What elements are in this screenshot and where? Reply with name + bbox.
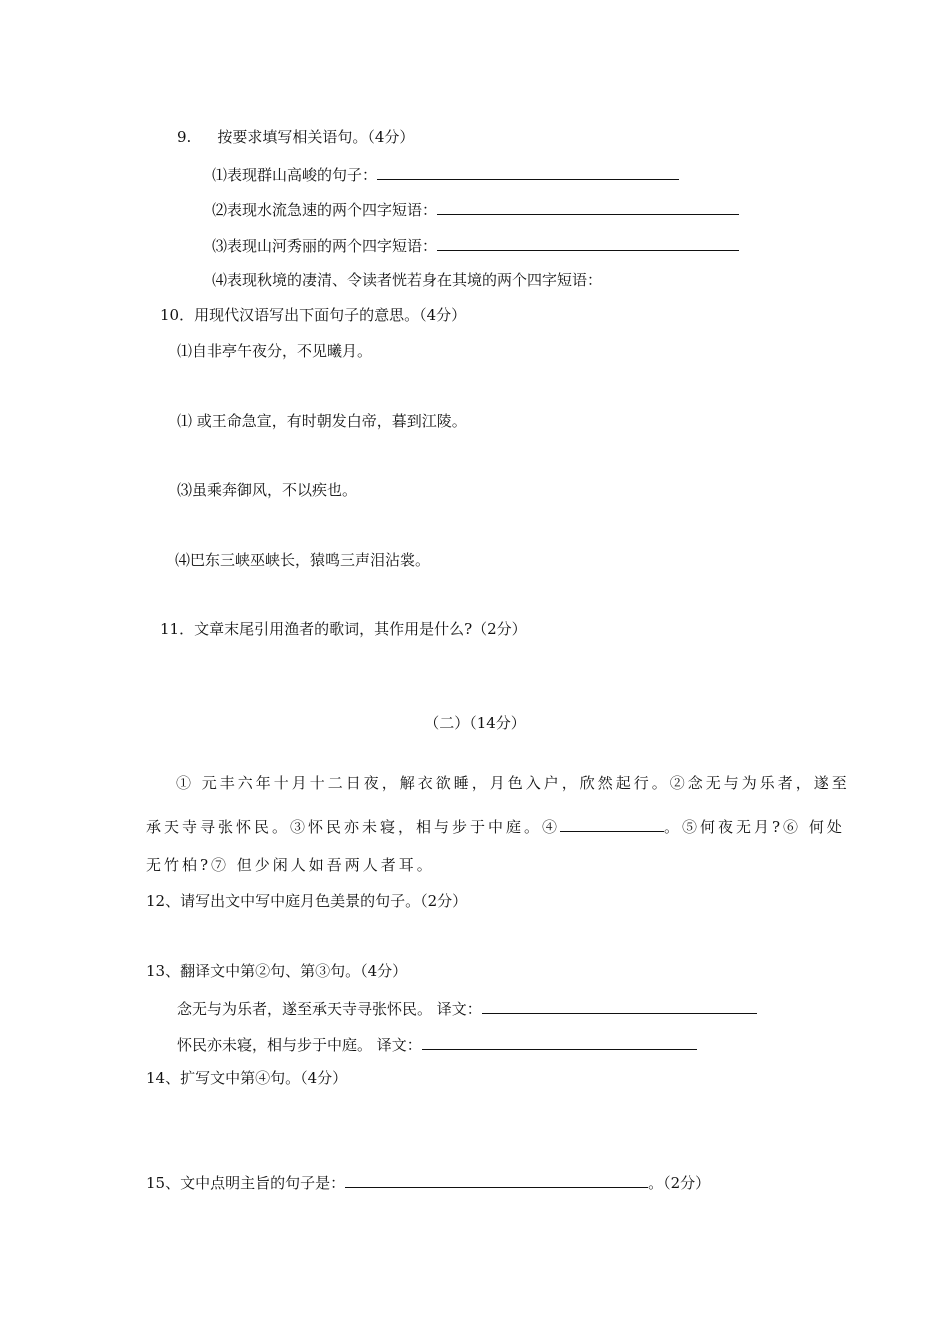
q9-item-4: ⑷表现秋境的凄清、令读者恍若身在其境的两个四字短语：: [212, 271, 603, 289]
q10-item-2: ⑴ 或王命急宣，有时朝发白帝，暮到江陵。: [177, 412, 467, 430]
q15-stem-end: 。（2分）: [648, 1174, 711, 1192]
q9-item-3: [212, 234, 739, 256]
passage-line-2-text: 承天寺寻张怀民。③怀民亦未寝，相与步于中庭。④: [146, 818, 561, 836]
q10-item-3: ⑶虽乘奔御风，不以疾也。: [177, 481, 358, 499]
answer-blank[interactable]: [437, 198, 739, 215]
q9-stem: 按要求填写相关语句。（4分）: [217, 128, 415, 146]
passage-line-1: ① 元丰六年十月十二日夜，解衣欲睡，月色入户，欣然起行。②念无与为乐者，遂至: [176, 774, 850, 792]
q13-item-2-text: 怀民亦未寝，相与步于中庭。 译文：: [177, 1036, 422, 1054]
passage-line-3: 无竹柏?⑦ 但少闲人如吾两人者耳。: [146, 856, 435, 874]
q13-item-1: [177, 997, 757, 1019]
q9-item-1-text: ⑴表现群山高峻的句子：: [212, 166, 378, 184]
answer-blank[interactable]: [482, 997, 757, 1014]
q9-number: 9.: [177, 128, 192, 146]
q10-stem: 10．用现代汉语写出下面句子的意思。（4分）: [160, 306, 467, 324]
answer-blank[interactable]: [422, 1033, 697, 1050]
q13-stem: 13、翻译文中第②句、第③句。（4分）: [146, 962, 408, 980]
q12-stem: 12、请写出文中写中庭月色美景的句子。（2分）: [146, 892, 468, 910]
answer-blank[interactable]: [437, 234, 739, 251]
q13-item-2: [177, 1033, 697, 1055]
answer-blank[interactable]: [345, 1171, 648, 1188]
q9-item-2-text: ⑵表现水流急速的两个四字短语：: [212, 201, 438, 219]
q9-heading: [177, 127, 414, 147]
passage-line-2-end: 。⑤何夜无月?⑥ 何处: [664, 818, 845, 836]
passage-line-2: [146, 815, 845, 837]
q14-stem: 14、扩写文中第④句。（4分）: [146, 1069, 348, 1087]
q15-stem: [146, 1171, 710, 1193]
q10-item-4: ⑷巴东三峡巫峡长，猿鸣三声泪沾裳。: [175, 551, 431, 569]
q10-item-1: ⑴自非亭午夜分，不见曦月。: [177, 342, 373, 360]
section-2-title: （二）（14分）: [424, 714, 526, 732]
passage-blank[interactable]: [560, 815, 664, 832]
q11-stem: 11．文章末尾引用渔者的歌词，其作用是什么?（2分）: [160, 620, 527, 638]
q9-item-1: [212, 163, 679, 185]
q9-item-2: [212, 198, 739, 220]
q13-item-1-text: 念无与为乐者，遂至承天寺寻张怀民。 译文：: [177, 1000, 482, 1018]
q9-item-3-text: ⑶表现山河秀丽的两个四字短语：: [212, 237, 438, 255]
q15-stem-text: 15、文中点明主旨的句子是：: [146, 1174, 346, 1192]
answer-blank[interactable]: [377, 163, 679, 180]
